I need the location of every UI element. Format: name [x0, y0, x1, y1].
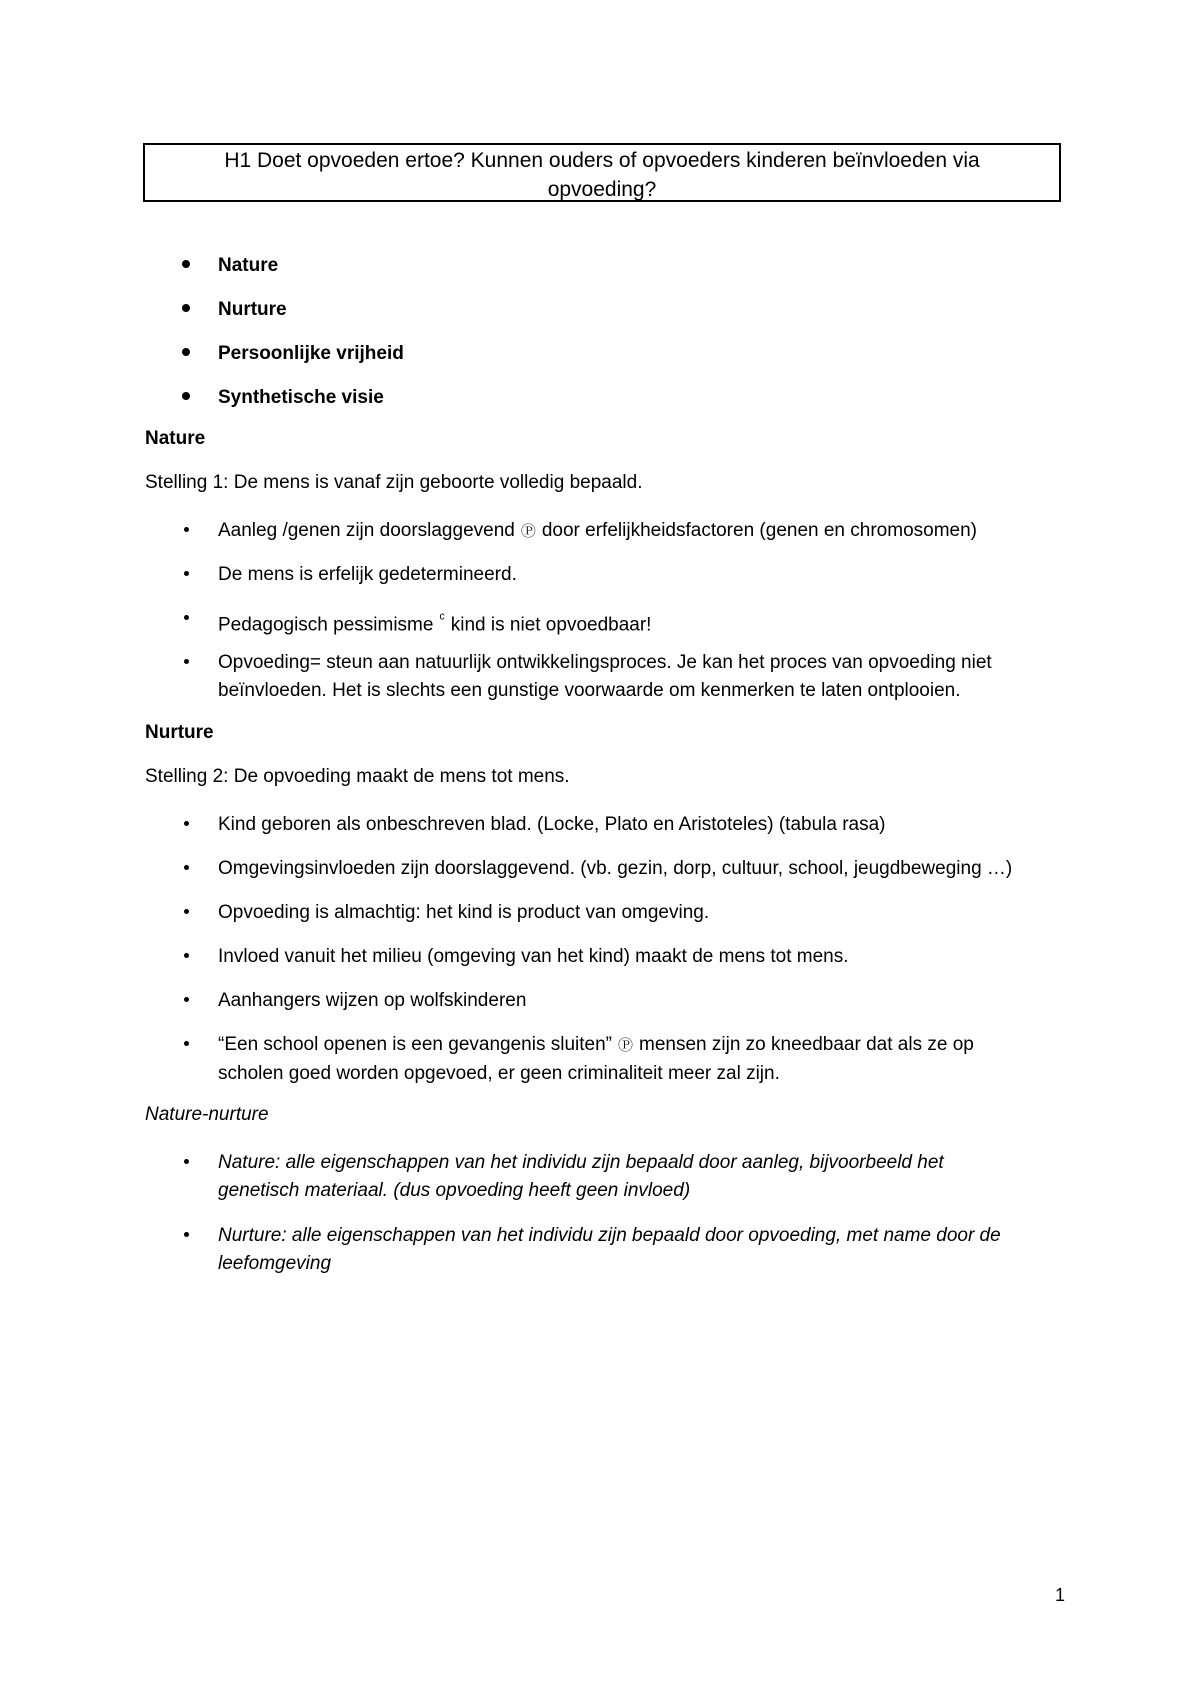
bullet-icon — [182, 260, 190, 268]
section-heading-nature: Nature — [145, 428, 206, 449]
bullet-icon — [182, 348, 190, 356]
bullet-icon — [182, 304, 190, 312]
nature-item: Opvoeding= steun aan natuurlijk ontwikkelingsproces. Je kan het proces van opvoeding niet beïnvloeden. Het is slechts een gunstige voorwaarde om kenmerken te laten ontplooien. — [218, 652, 992, 701]
bullet-icon — [184, 821, 189, 826]
nature-item: De mens is erfelijk gedetermineerd. — [218, 564, 517, 585]
overview-item: Nurture — [218, 299, 287, 320]
nurture-item: “Een school openen is een gevangenis sluiten” Ⓟ mensen zijn zo kneedbaar dat als ze op scholen goed worden opgevoed, er geen criminaliteit meer zal zijn. — [218, 1034, 974, 1084]
bullet-icon — [184, 865, 189, 870]
stelling-1: Stelling 1: De mens is vanaf zijn geboorte volledig bepaald. — [145, 472, 643, 493]
nurture-item: Kind geboren als onbeschreven blad. (Locke, Plato en Aristoteles) (tabula rasa) — [218, 814, 886, 835]
overview-item: Persoonlijke vrijheid — [218, 343, 404, 364]
arrow-symbol-icon: Ⓟ — [618, 1037, 634, 1054]
bullet-icon — [184, 571, 189, 576]
overview-item: Synthetische visie — [218, 387, 384, 408]
bullet-icon — [182, 392, 190, 400]
bullet-icon — [184, 997, 189, 1002]
bullet-icon — [184, 909, 189, 914]
bullet-icon — [184, 527, 189, 532]
nurture-item: Invloed vanuit het milieu (omgeving van het kind) maakt de mens tot mens. — [218, 946, 849, 967]
bullet-icon — [184, 1041, 189, 1046]
chapter-title-line-1: H1 Doet opvoeden ertoe? Kunnen ouders of opvoeders kinderen beïnvloeden via — [224, 149, 980, 172]
bullet-icon — [184, 615, 189, 620]
section-heading-nature-nurture: Nature-nurture — [145, 1104, 269, 1125]
nature-nurture-item: Nurture: alle eigenschappen van het individu zijn bepaald door opvoeding, met name door de leefomgeving — [218, 1225, 1001, 1274]
chapter-title-box — [143, 143, 1061, 202]
nature-item: Aanleg /genen zijn doorslaggevend Ⓟ door erfelijkheidsfactoren (genen en chromosomen) — [218, 517, 977, 546]
arrow-symbol-icon: Ⓟ — [520, 523, 536, 540]
chapter-title-line-2: opvoeding? — [547, 178, 657, 201]
arrow-symbol-icon: ᶜ — [439, 610, 445, 627]
nurture-item: Omgevingsinvloeden zijn doorslaggevend. (vb. gezin, dorp, cultuur, school, jeugdbeweging …) — [218, 858, 1013, 879]
bullet-icon — [184, 1159, 189, 1164]
overview-item: Nature — [218, 255, 279, 276]
section-heading-nurture: Nurture — [145, 722, 214, 743]
bullet-icon — [184, 953, 189, 958]
stelling-2: Stelling 2: De opvoeding maakt de mens tot mens. — [145, 766, 570, 787]
bullet-icon — [184, 659, 189, 664]
nature-nurture-item: Nature: alle eigenschappen van het individu zijn bepaald door aanleg, bijvoorbeeld het genetisch materiaal. (dus opvoeding heeft geen invloed) — [218, 1152, 944, 1201]
nurture-item: Aanhangers wijzen op wolfskinderen — [218, 990, 527, 1011]
nature-item: Pedagogisch pessimisme ᶜ kind is niet opvoedbaar! — [218, 605, 651, 639]
page-number: 1 — [1055, 1585, 1066, 1605]
bullet-icon — [184, 1232, 189, 1237]
nurture-item: Opvoeding is almachtig: het kind is product van omgeving. — [218, 902, 710, 923]
